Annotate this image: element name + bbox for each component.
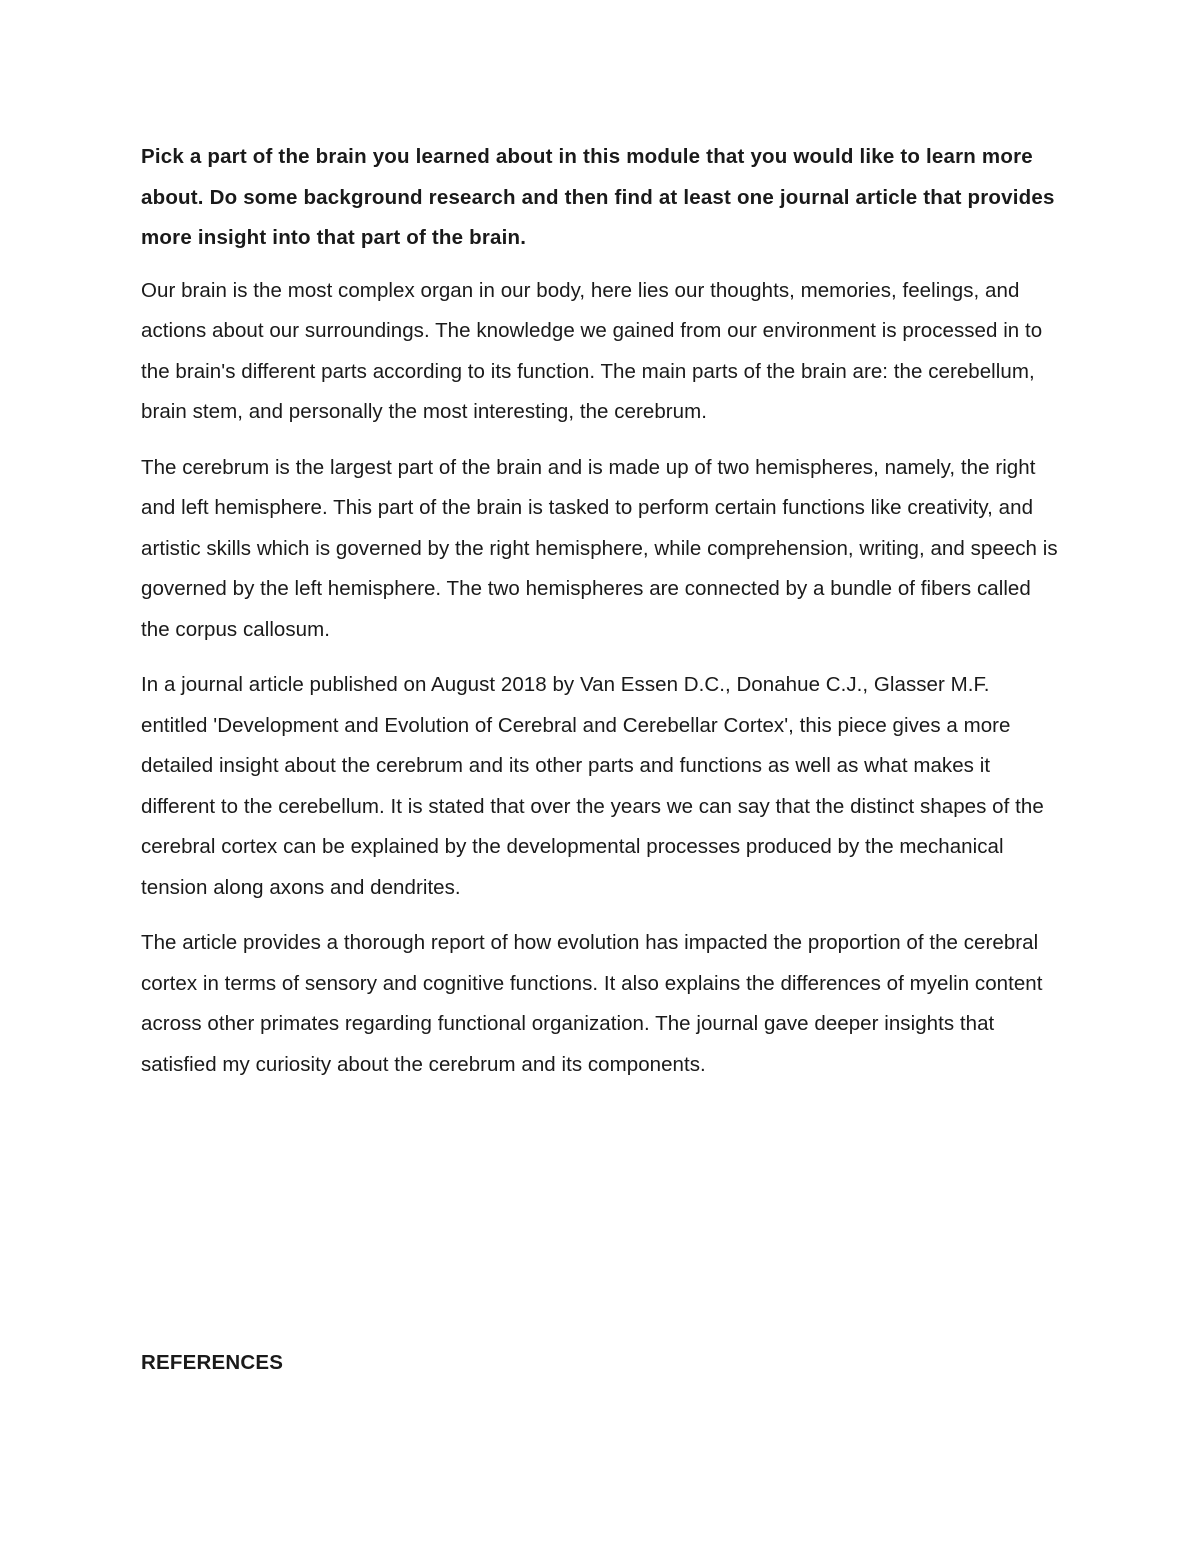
paragraph-brain-overview: Our brain is the most complex organ in our body, here lies our thoughts, memories, feelings, and actions about our surroundings. The knowledge we gained from our environment is processed in to the brain's different parts according to its function. The main parts of the brain are: the cerebellum, brain stem, and personally the most interesting, the cerebrum. <box>141 278 1043 423</box>
paragraph-article-summary: The article provides a thorough report of how evolution has impacted the proportion of the cerebral cortex in terms of sensory and cognitive functions. It also explains the differences of myelin content across other primates regarding functional organization. The journal gave deeper insights that satisfied my curiosity about the cerebrum and its components. <box>141 931 1043 1076</box>
document-body <box>141 137 1061 1100</box>
references-heading: REFERENCES <box>141 1351 284 1374</box>
assignment-prompt: Pick a part of the brain you learned about in this module that you would like to learn more about. Do some background research and then find at least one journal article that provides more insight into that part of the brain. <box>141 145 1055 249</box>
paragraph-journal-article: In a journal article published on August 2018 by Van Essen D.C., Donahue C.J., Glasser M.F. entitled 'Development and Evolution of Cerebral and Cerebellar Cortex', this piece gives a more detailed insight about the cerebrum and its other parts and functions as well as what makes it different to the cerebellum. It is stated that over the years we can say that the distinct shapes of the cerebral cortex can be explained by the developmental processes produced by the mechanical tension along axons and dendrites. <box>141 673 1044 899</box>
paragraph-cerebrum: The cerebrum is the largest part of the brain and is made up of two hemispheres, namely, the right and left hemisphere. This part of the brain is tasked to perform certain functions like creativity, and artistic skills which is governed by the right hemisphere, while comprehension, writing, and speech is governed by the left hemisphere. The two hemispheres are connected by a bundle of fibers called the corpus callosum. <box>141 455 1058 641</box>
